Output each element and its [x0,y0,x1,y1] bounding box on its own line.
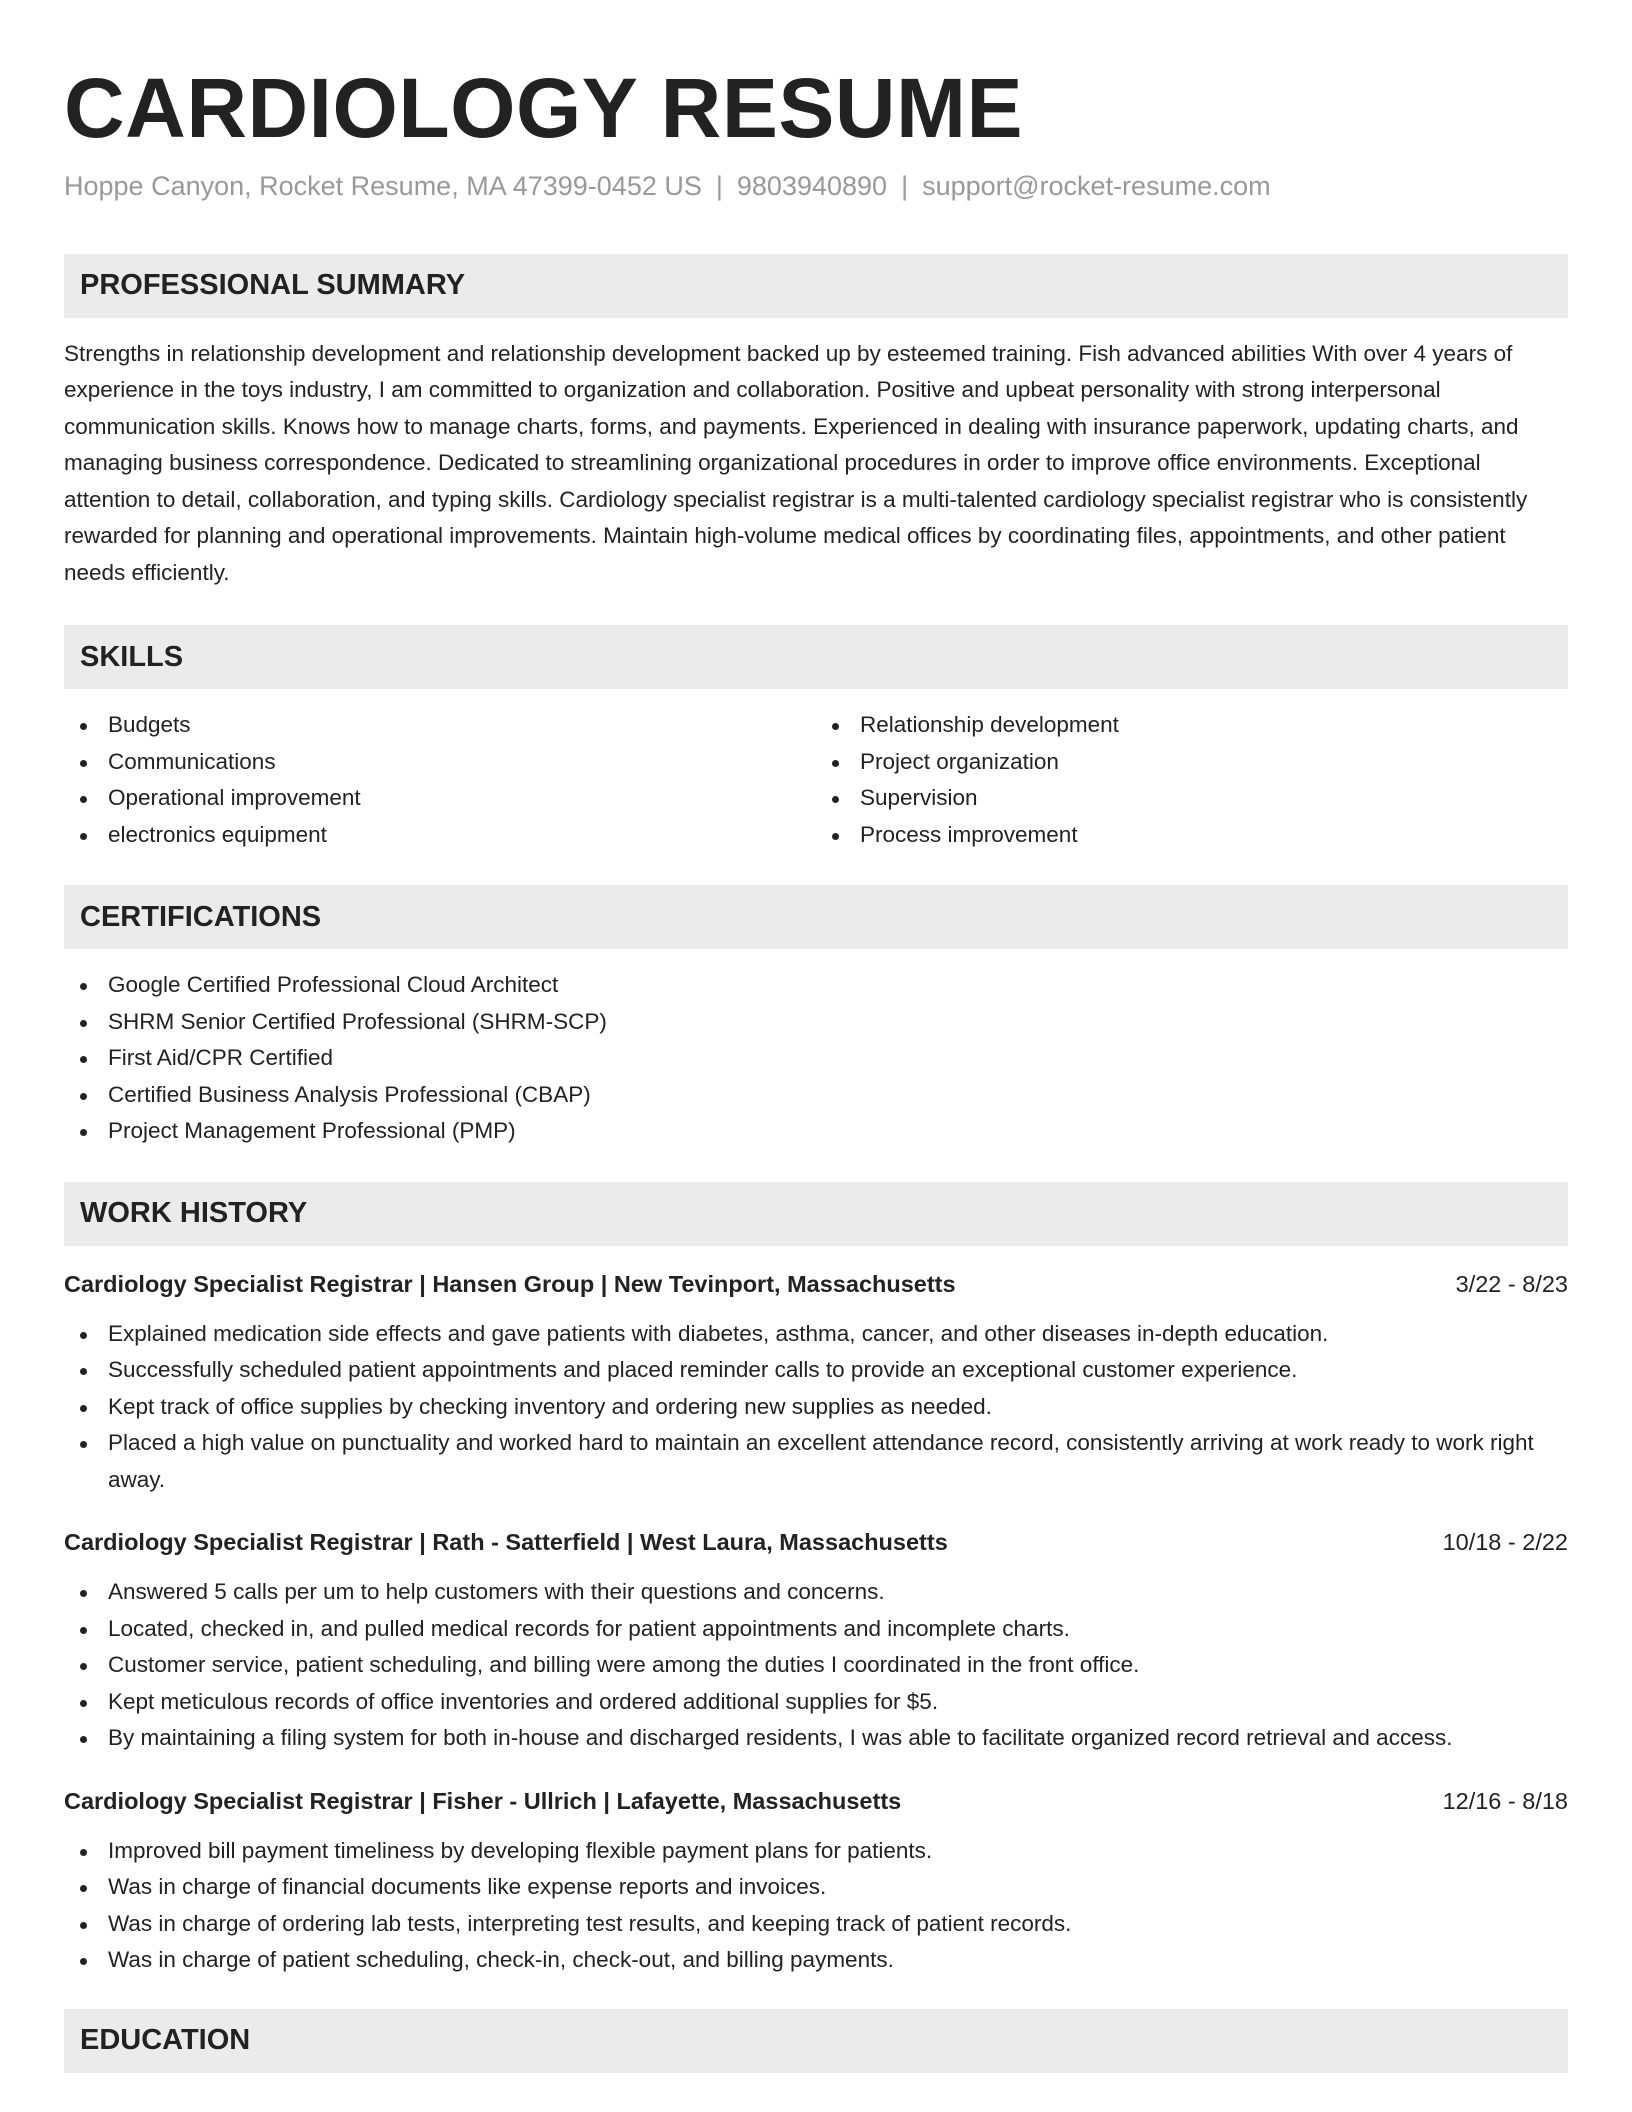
job-duty-item: Located, checked in, and pulled medical records for patient appointments and incomplete charts. [64,1611,1568,1648]
skill-item: Process improvement [816,817,1568,854]
contact-separator: | [715,170,723,201]
job-duty-item: Answered 5 calls per um to help customers with their questions and concerns. [64,1574,1568,1611]
job-dates: 3/22 - 8/23 [1455,1270,1568,1297]
skills-grid [64,707,1568,853]
job-title: Cardiology Specialist Registrar | Hansen Group | New Tevinport, Massachusetts [64,1270,956,1297]
section-heading-skills: SKILLS [64,625,1568,689]
skill-item: Project organization [816,744,1568,781]
job-duty-item: Kept meticulous records of office inventories and ordered additional supplies for $5. [64,1684,1568,1721]
certifications-block [64,967,1568,1150]
certification-item: First Aid/CPR Certified [64,1040,1568,1077]
contact-email: support@rocket-resume.com [922,170,1271,201]
job-header [64,1783,1568,1819]
job-duty-item: Placed a high value on punctuality and worked hard to maintain an excellent attendance record, consistently arriving at work ready to work right away. [64,1425,1568,1498]
skill-item: Operational improvement [64,780,816,817]
skills-list-right [816,707,1568,853]
job-duty-item: Explained medication side effects and gave patients with diabetes, asthma, cancer, and other diseases in-depth education. [64,1316,1568,1353]
job-duty-item: Kept track of office supplies by checking inventory and ordering new supplies as needed. [64,1389,1568,1426]
job-duty-item: Improved bill payment timeliness by developing flexible payment plans for patients. [64,1833,1568,1870]
job-duty-item: Customer service, patient scheduling, and billing were among the duties I coordinated in the front office. [64,1647,1568,1684]
job-entry [64,1524,1568,1757]
job-duties-list [64,1574,1568,1757]
contact-separator: | [901,170,909,201]
job-duty-item: Was in charge of patient scheduling, check-in, check-out, and billing payments. [64,1942,1568,1979]
job-duty-item: Successfully scheduled patient appointments and placed reminder calls to provide an exceptional customer experience. [64,1352,1568,1389]
certification-item: Google Certified Professional Cloud Architect [64,967,1568,1004]
certifications-list [64,967,1568,1150]
skill-item: Budgets [64,707,816,744]
job-dates: 10/18 - 2/22 [1442,1529,1568,1556]
certification-item: Certified Business Analysis Professional (CBAP) [64,1077,1568,1114]
contact-line [64,171,1568,202]
skill-item: Relationship development [816,707,1568,744]
job-duties-list [64,1833,1568,1979]
summary-text: Strengths in relationship development and relationship development backed up by esteemed training. Fish advanced abilities With over 4 years of experience in the toys industry, I am committed to organization and collaboration. Positive and upbeat personality with strong interpersonal communication skills. Knows how to manage charts, forms, and payments. Experienced in dealing with insurance paperwork, updating charts, and managing business correspondence. Dedicated to streamlining organizational procedures in order to improve office environments. Exceptional attention to detail, collaboration, and typing skills. Cardiology specialist registrar is a multi-talented cardiology specialist registrar who is consistently rewarded for planning and operational improvements. Maintain high-volume medical offices by coordinating files, appointments, and other patient needs efficiently. [64,340,1528,585]
contact-address: Hoppe Canyon, Rocket Resume, MA 47399-0452 US [64,170,702,201]
skill-item: electronics equipment [64,817,816,854]
job-title: Cardiology Specialist Registrar | Rath - Satterfield | West Laura, Massachusetts [64,1529,948,1556]
job-entry [64,1783,1568,1979]
job-title: Cardiology Specialist Registrar | Fisher - Ullrich | Lafayette, Massachusetts [64,1787,902,1814]
skills-list-left [64,707,816,853]
section-heading-summary: PROFESSIONAL SUMMARY [64,254,1568,318]
section-heading-work-history: WORK HISTORY [64,1182,1568,1246]
skills-column-right [816,707,1568,853]
resume-title: CARDIOLOGY RESUME [64,61,1024,155]
skills-column-left [64,707,816,853]
job-dates: 12/16 - 8/18 [1442,1787,1568,1814]
skill-item: Supervision [816,780,1568,817]
job-header [64,1524,1568,1560]
contact-phone: 9803940890 [736,170,888,201]
job-header [64,1266,1568,1302]
job-entry [64,1266,1568,1499]
job-duties-list [64,1316,1568,1499]
section-heading-certifications: CERTIFICATIONS [64,885,1568,949]
skill-item: Communications [64,744,816,781]
section-heading-education: EDUCATION [64,2009,1568,2073]
job-duty-item: Was in charge of financial documents like expense reports and invoices. [64,1869,1568,1906]
certification-item: Project Management Professional (PMP) [64,1113,1568,1150]
certification-item: SHRM Senior Certified Professional (SHRM-SCP) [64,1004,1568,1041]
job-duty-item: By maintaining a filing system for both in-house and discharged residents, I was able to facilitate organized record retrieval and access. [64,1720,1568,1757]
job-duty-item: Was in charge of ordering lab tests, interpreting test results, and keeping track of patient records. [64,1906,1568,1943]
